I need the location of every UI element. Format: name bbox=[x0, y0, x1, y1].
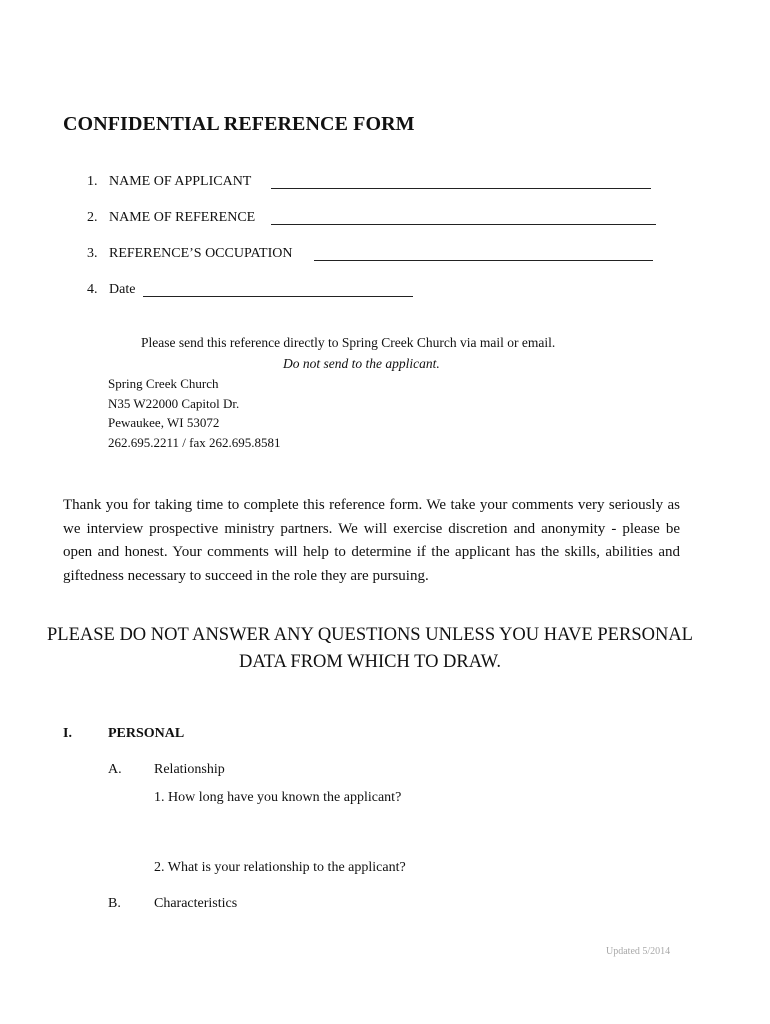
do-not-send-warning: Do not send to the applicant. bbox=[283, 356, 440, 371]
field-number: 2. bbox=[87, 210, 98, 225]
address-name: Spring Creek Church bbox=[108, 376, 219, 391]
send-instructions: Please send this reference directly to Spring Creek Church via mail or email. bbox=[141, 335, 556, 350]
field-label: NAME OF APPLICANT bbox=[109, 174, 252, 189]
section-numeral: I. bbox=[63, 726, 72, 741]
church-address bbox=[108, 374, 280, 453]
question-how-long: 1. How long have you known the applicant? bbox=[154, 790, 402, 805]
field-label: Date bbox=[109, 282, 136, 297]
updated-date: Updated 5/2014 bbox=[606, 946, 671, 957]
form-title: CONFIDENTIAL REFERENCE FORM bbox=[63, 113, 415, 135]
date-line[interactable] bbox=[143, 296, 413, 297]
field-label: REFERENCE’S OCCUPATION bbox=[109, 246, 293, 261]
subsection-heading: Relationship bbox=[154, 762, 225, 777]
address-city: Pewaukee, WI 53072 bbox=[108, 415, 220, 431]
field-reference-name[interactable] bbox=[87, 209, 667, 229]
subsection-letter: A. bbox=[108, 762, 122, 777]
notice-heading: PLEASE DO NOT ANSWER ANY QUESTIONS UNLESS YOU HAVE PERSONAL DATA FROM WHICH TO DRAW. bbox=[46, 625, 693, 672]
address-phone: 262.695.2211 / fax 262.695.8581 bbox=[108, 435, 281, 451]
field-number: 3. bbox=[87, 246, 98, 261]
address-street: N35 W22000 Capitol Dr. bbox=[108, 395, 240, 411]
applicant-name-line[interactable] bbox=[271, 188, 651, 189]
reference-name-line[interactable] bbox=[271, 224, 656, 225]
field-number: 4. bbox=[87, 282, 98, 297]
field-applicant-name[interactable] bbox=[87, 173, 667, 193]
field-number: 1. bbox=[87, 174, 98, 189]
reference-occupation-line[interactable] bbox=[314, 260, 653, 261]
section-heading: PERSONAL bbox=[108, 726, 185, 741]
subsection-heading: Characteristics bbox=[154, 896, 238, 911]
intro-paragraph: Thank you for taking time to complete this reference form. We take your comments very seriously as we interview prospective ministry partners. We will exercise discretion and anonymity - please be open and honest. Your comments will help to determine if the applicant has the skills, abilities and giftedness necessary to succeed in the role they are pursuing. bbox=[63, 497, 680, 584]
subsection-letter: B. bbox=[108, 896, 121, 911]
field-reference-occupation[interactable] bbox=[87, 245, 667, 265]
field-date[interactable] bbox=[87, 281, 487, 301]
question-relationship: 2. What is your relationship to the applicant? bbox=[154, 860, 406, 875]
field-label: NAME OF REFERENCE bbox=[109, 210, 256, 225]
